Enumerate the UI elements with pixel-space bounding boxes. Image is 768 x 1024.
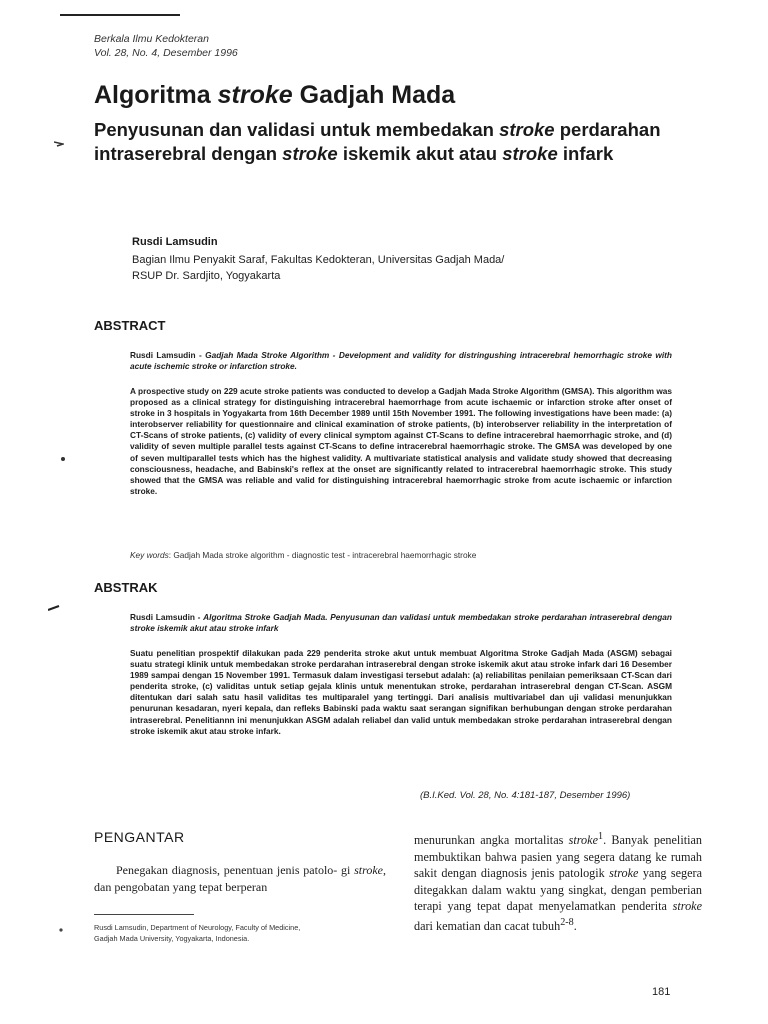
margin-dot — [58, 920, 64, 926]
header-rule — [60, 14, 180, 16]
article-reference: (B.I.Ked. Vol. 28, No. 4:181-187, Desember 1996) — [420, 790, 631, 801]
abstrak-citation: Rusdi Lamsudin - Algoritma Stroke Gadjah Mada. Penyusunan dan validasi untuk membedakan stroke perdarahan intraserebral dengan stroke iskemik akut atau stroke infark — [130, 612, 672, 634]
abstract-heading: ABSTRACT — [94, 318, 166, 333]
article-title: Algoritma stroke Gadjah Mada — [94, 81, 456, 109]
abstrak-body: Suatu penelitian prospektif dilakukan pada 229 penderita stroke akut untuk membuat Algoritma Stroke Gadjah Mada (ASGM) sebagai suatu strategi klinik untuk membedakan stroke perdarahan intraserebral dengan stroke iskemik akut atau stroke infark dari 16 Desember 1989 sampai dengan 15 November 1991. Termasuk dalam investigasi tersebut adalah: (a) reliabilitas penilaian pemeriksaan CT-Scan dari penderita stroke, (c) validitas untuk setiap gejala klinis untuk menentukan stroke, perdarahan intraserebral dengan CT-Scan. ASGM ditentukan dari salah satu hasil validitas tes multiparalel yang tertinggi. Dari analisis multivariabel dan uji validasi menunjukkan penurunan kesadaran, nyeri kepala, dan refleks Babinski pada waktu saat serangan signifikan berhubungan dengan stroke perdarahan intraserebral. Penelitiannn ini menunjukkan ASGM adalah reliabel dan valid untuk membedakan stroke perdarahan intraserebral dengan stroke iskemik akut atau stroke infark. — [130, 648, 672, 736]
abstract-body: A prospective study on 229 acute stroke patients was conducted to develop a Gadjah Mada Stroke Algorithm (GMSA). This algorithm was proposed as a clinical strategy for distinguishing intracerebral haemorrhage from acute ischaemic or infarction stroke after onset of stroke in 3 hospitals in Yogyakarta from 16th December 1989 until 15th November 1991. The following investigations have been made: (a) interobserver reliability for questionnaire and clinical examination of stroke patients, (b) interobserver reliability in the interpretation of CT-Scans of stroke patients, (c) validity of every clinical symptom against CT-Scans to define intracerebral haemorrhagic stroke, and (d) validity of seven multiple parallel tests against CT-Scans to define intracerebral haemorrhagic stroke. The GMSA was developed by one of seven multiparallel tests which has the highest validity. A multivariate statistical analysis and validate study showed that decreasing consciousness, headache, and Babinski's reflex at the onset are significantly related to intracerebral haemorrhagic stroke. This study showed that the GMSA was reliable and valid for distinguishing intracerebral haemorrhagic stroke from acute ischaemic or infarction stroke. — [130, 386, 672, 496]
margin-mark — [54, 134, 64, 140]
pengantar-heading: PENGANTAR — [94, 829, 185, 845]
author-affiliation: Bagian Ilmu Penyakit Saraf, Fakultas Kedokteran, Universitas Gadjah Mada/ RSUP Dr. Sardjito, Yogyakarta — [132, 254, 505, 282]
author-name: Rusdi Lamsudin — [132, 236, 218, 248]
article-subtitle: Penyusunan dan validasi untuk membedakan stroke perdarahan intraserebral dengan stroke iskemik akut atau stroke infark — [94, 119, 661, 164]
journal-volume: Vol. 28, No. 4, Desember 1996 — [94, 47, 238, 59]
margin-mark — [48, 598, 58, 604]
abstrak-heading: ABSTRAK — [94, 580, 158, 595]
journal-header — [94, 32, 238, 60]
abstract-citation: Rusdi Lamsudin - Gadjah Mada Stroke Algorithm - Development and validity for distringushing intracerebral hemorrhagic stroke with acute ischemic stroke or infarction stroke. — [130, 350, 672, 372]
right-column-text: menurunkan angka mortalitas stroke$^1$. Banyak penelitian membuktikan bahwa pasien yang segera datang ke rumah sakit dengan diagnosis jenis patologik stroke yang segera ditegakkan dalam waktu yang singkat, dengan pemberian terapi yang tepat dapat menyelamatkan penderita stroke dari kematian dan cacat tubuh$^{2-8}$. — [414, 831, 702, 934]
journal-name: Berkala Ilmu Kedokteran — [94, 33, 209, 45]
keywords: Key words: Gadjah Mada stroke algorithm - diagnostic test - intracerebral haemorrhagic stroke — [130, 550, 477, 560]
footnote-rule — [94, 914, 194, 915]
page-number: 181 — [652, 986, 671, 998]
margin-dot — [60, 449, 66, 455]
footnote: Rusdi Lamsudin, Department of Neurology, Faculty of Medicine, Gadjah Mada University, Yogyakarta, Indonesia. — [94, 923, 301, 943]
left-column-text: Penegakan diagnosis, penentuan jenis patolo- gi stroke, dan pengobatan yang tepat berperan — [94, 863, 387, 894]
